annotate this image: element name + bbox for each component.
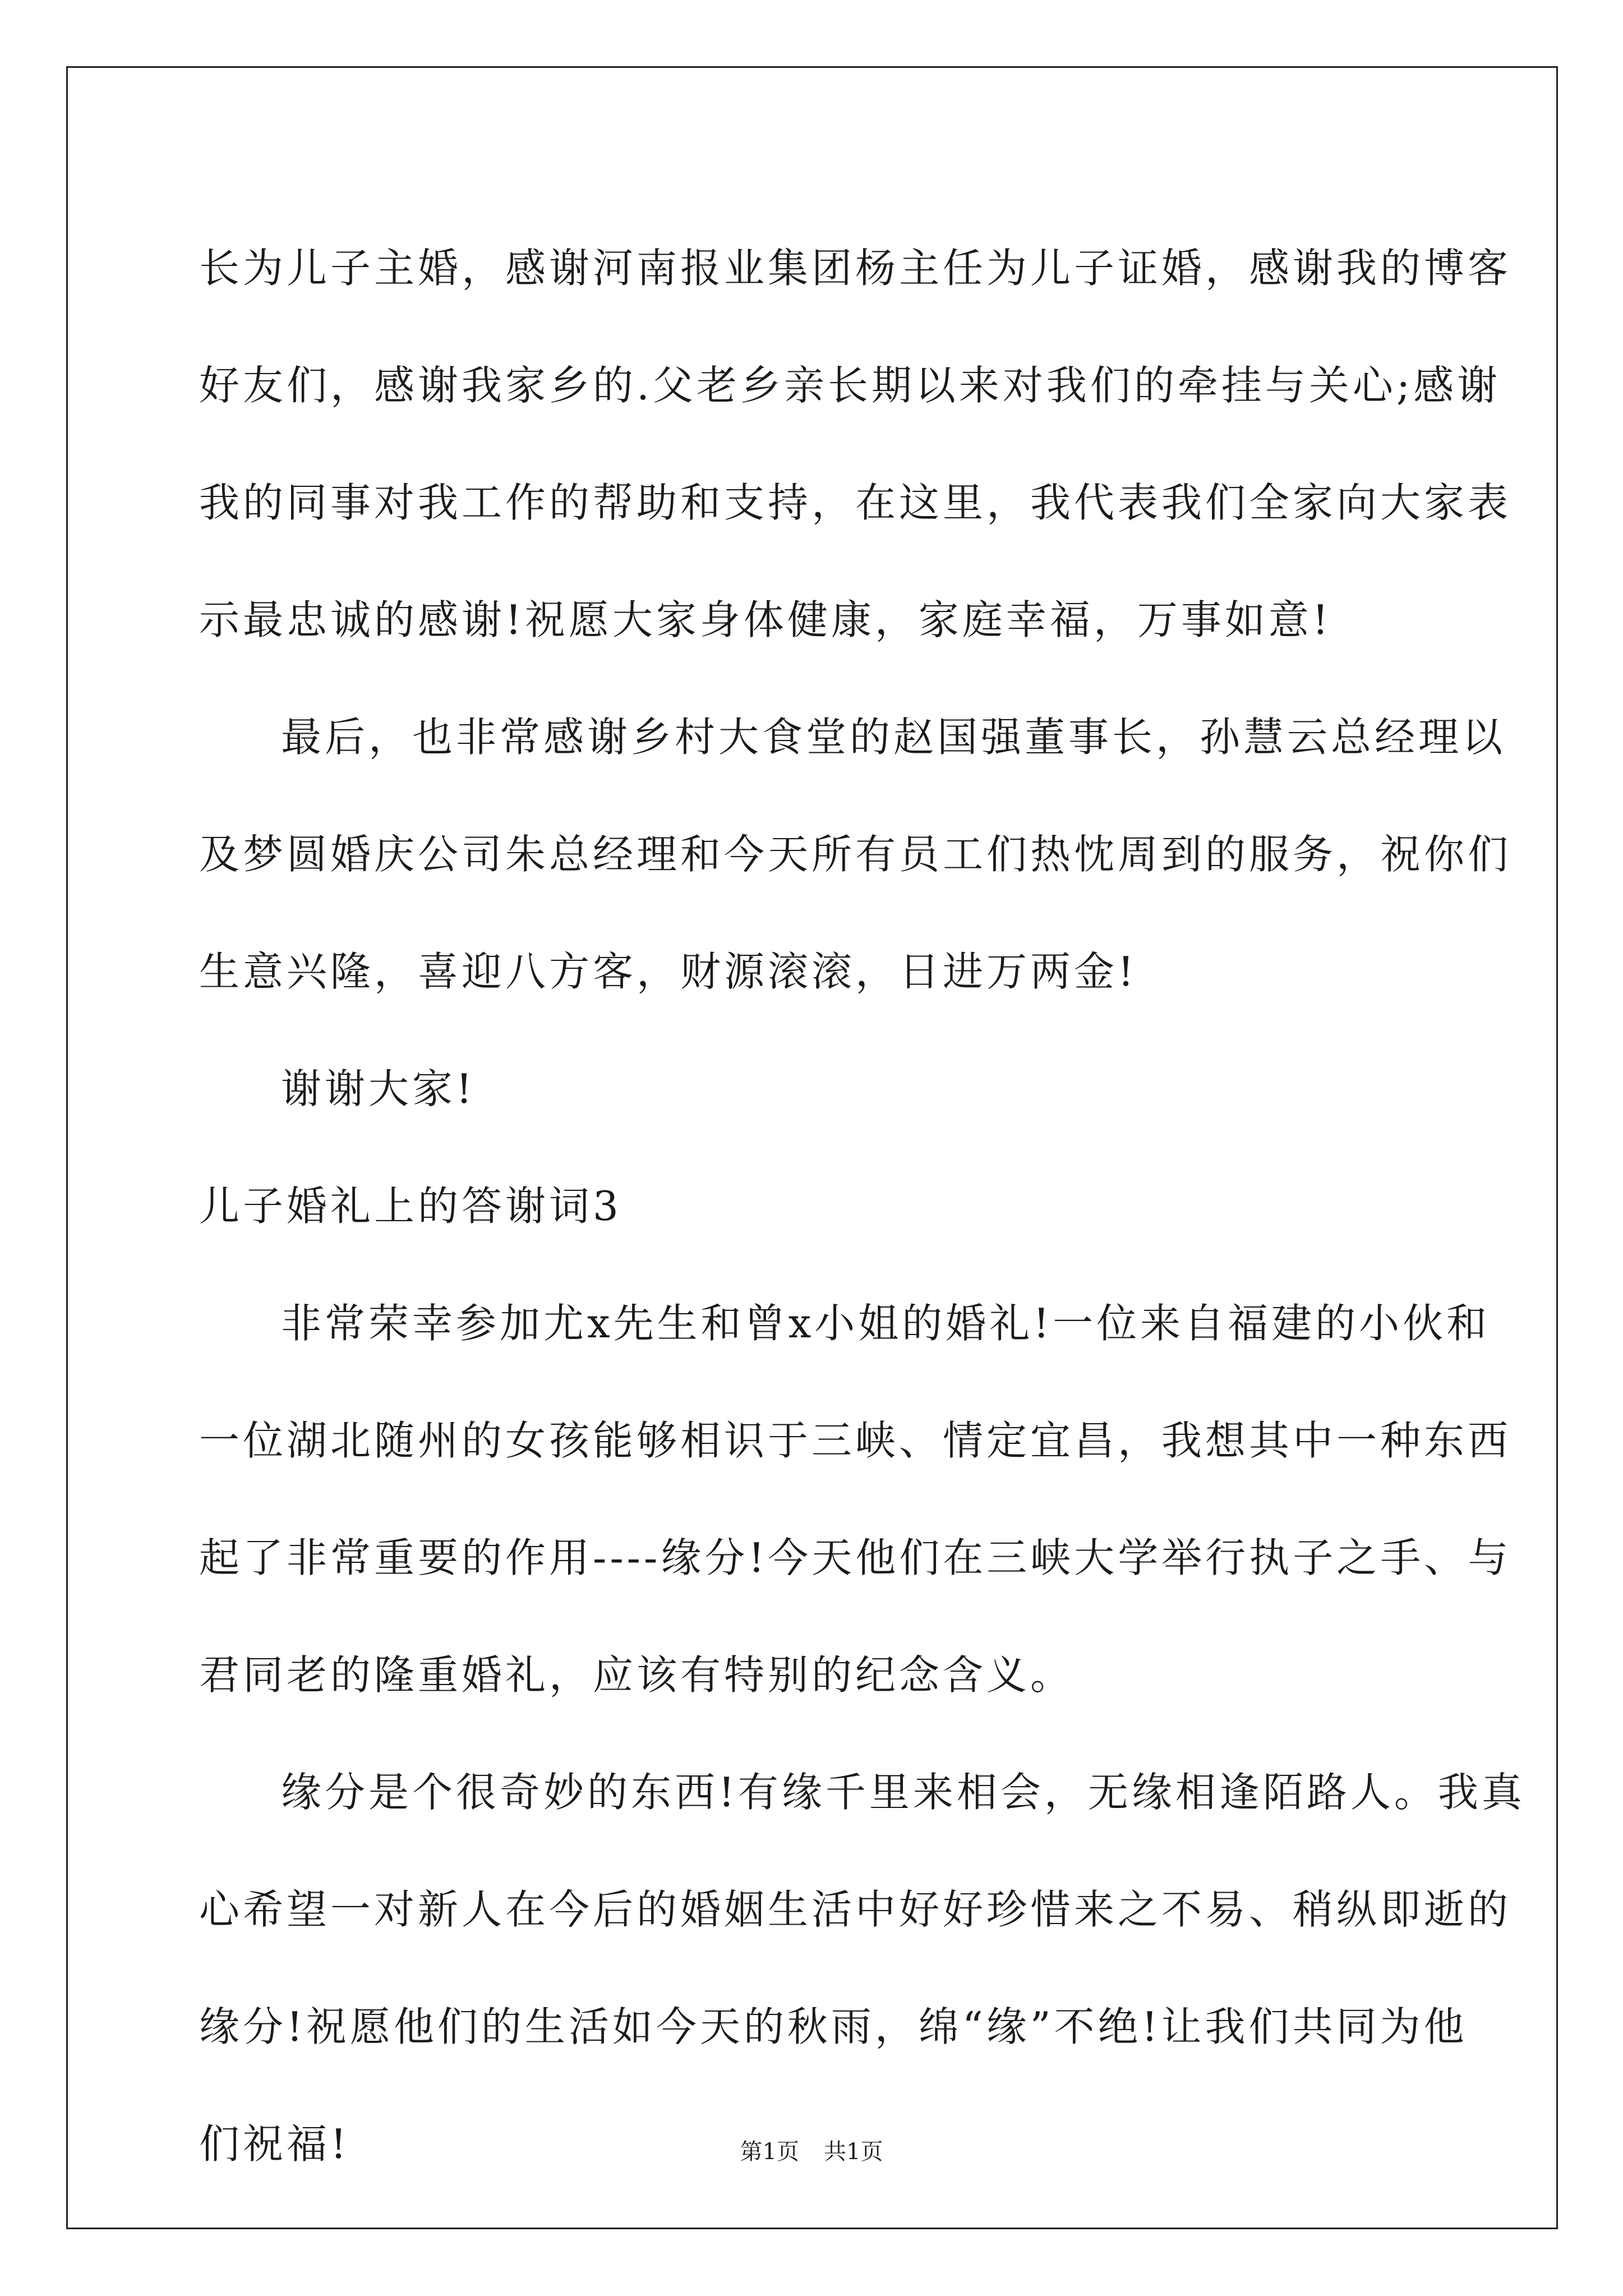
thanks-line: 谢谢大家! (281, 1065, 476, 1112)
text-line: 心希望一对新人在今后的婚姻生活中好好珍惜来之不易、稍纵即逝的 (199, 1886, 1512, 1933)
page-footer (0, 2135, 1623, 2169)
document-body (199, 210, 1525, 2203)
text-line: 我的同事对我工作的帮助和支持，在这里，我代表我们全家向大家表 (199, 479, 1512, 526)
text-line: 长为儿子主婚，感谢河南报业集团杨主任为儿子证婚，感谢我的博客 (199, 245, 1512, 292)
text-line: 及梦圆婚庆公司朱总经理和今天所有员工们热忱周到的服务，祝你们 (199, 831, 1512, 878)
text-line: 好友们，感谢我家乡的.父老乡亲长期以来对我们的牵挂与关心;感谢 (199, 362, 1501, 409)
text-line: 起了非常重要的作用----缘分!今天他们在三峡大学举行执子之手、与 (199, 1534, 1512, 1581)
text-line: 缘分!祝愿他们的生活如今天的秋雨，绵“缘”不绝!让我们共同为他 (199, 2003, 1468, 2050)
text-line: 君同老的隆重婚礼，应该有特别的纪念含义。 (199, 1651, 1075, 1699)
text-line: 一位湖北随州的女孩能够相识于三峡、情定宜昌，我想其中一种东西 (199, 1417, 1512, 1464)
page-number: 第1页 (740, 2139, 799, 2165)
paragraph-start-line: 缘分是个很奇妙的东西!有缘千里来相会，无缘相逢陌路人。我真 (281, 1769, 1525, 1816)
section-heading: 儿子婚礼上的答谢词3 (199, 1182, 622, 1230)
paragraph-start-line: 非常荣幸参加尤x先生和曾x小姐的婚礼!一位来自福建的小伙和 (281, 1300, 1491, 1347)
page-total: 共1页 (824, 2139, 883, 2165)
text-line: 生意兴隆，喜迎八方客，财源滚滚，日进万两金! (199, 948, 1137, 995)
text-line: 示最忠诚的感谢!祝愿大家身体健康，家庭幸福，万事如意! (199, 596, 1332, 643)
paragraph-start-line: 最后，也非常感谢乡村大食堂的赵国强董事长，孙慧云总经理以 (281, 714, 1506, 761)
text-line: 们祝福! (199, 2120, 350, 2168)
